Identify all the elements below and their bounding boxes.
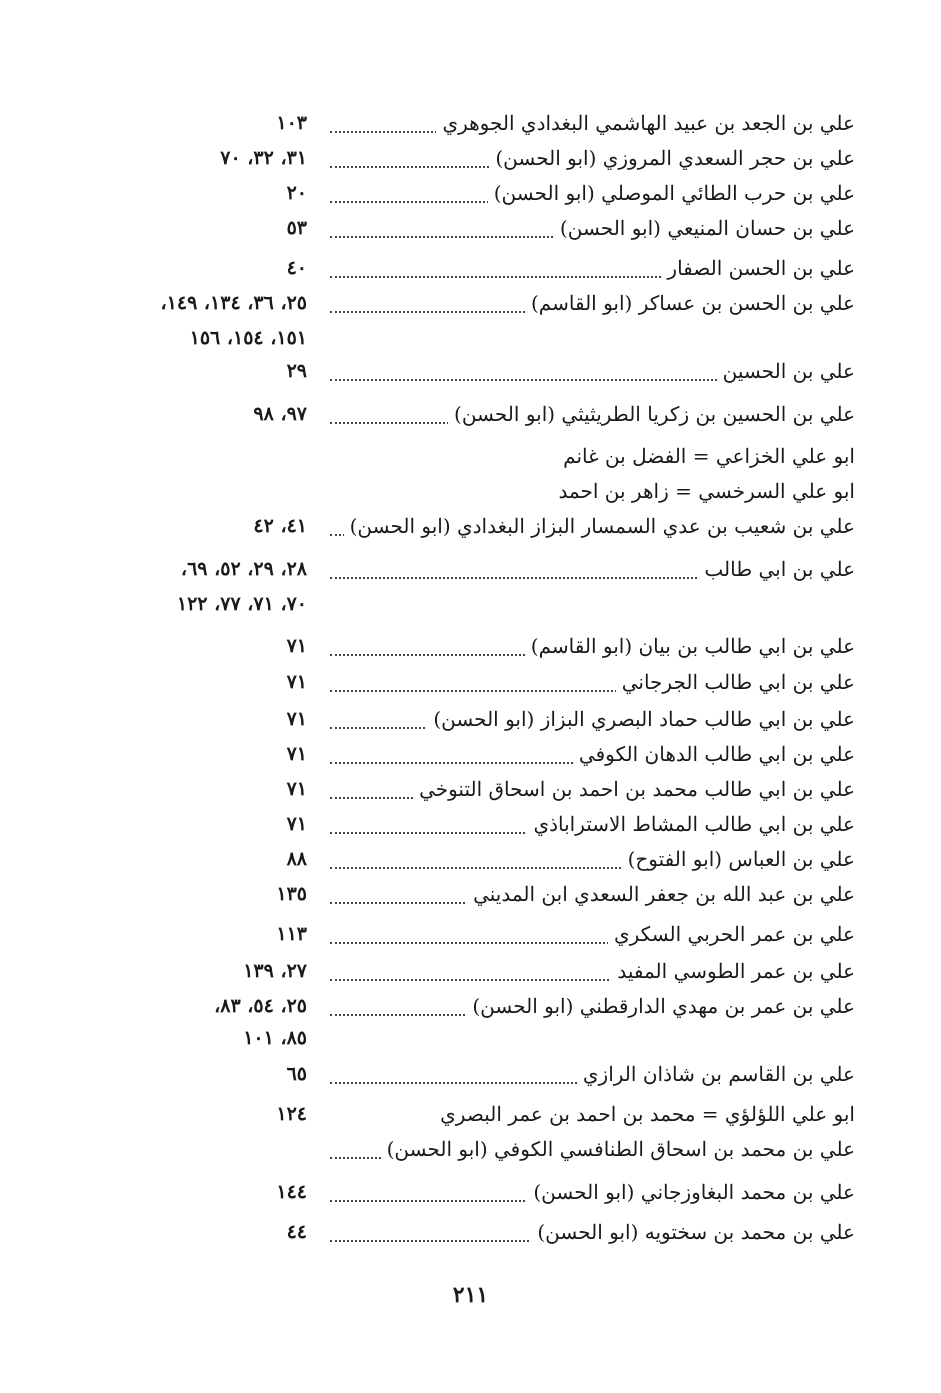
entry-name: علي بن حسان المنيعي (ابو الحسن): [554, 212, 855, 244]
entry-name: علي بن شعيب بن عدي السمسار البزاز البغدادي (ابو الحسن): [344, 510, 855, 542]
entry-name: علي بن ابي طالب بن بيان (ابو القاسم): [525, 630, 855, 662]
entry-page-refs: ١٤٤: [276, 1181, 307, 1203]
index-entry: [0, 212, 941, 246]
index-entry: [0, 843, 941, 877]
entry-page-refs: ٧١: [286, 743, 307, 765]
entry-page-refs-continuation: ١٥١، ١٥٤، ١٥٦: [189, 327, 307, 349]
index-entry: [0, 355, 941, 389]
entry-name: علي بن حجر السعدي المروزي (ابو الحسن): [489, 142, 855, 174]
index-entry: [0, 1058, 941, 1092]
entry-page-refs: ١٠٣: [276, 112, 307, 134]
index-entry: [0, 918, 941, 952]
entry-name: علي بن ابي طالب محمد بن احمد بن اسحاق التنوخي: [413, 773, 855, 805]
entry-name: علي بن العباس (ابو الفتوح): [622, 843, 855, 875]
entry-name: علي بن عمر الطوسي المفيد: [611, 955, 855, 987]
index-entry: [0, 398, 941, 432]
entry-page-refs: ٨٨: [286, 848, 307, 870]
entry-name: علي بن محمد بن سختويه (ابو الحسن): [531, 1216, 855, 1248]
entry-name: علي بن القاسم بن شاذان الرازي: [577, 1058, 855, 1090]
index-entry: [0, 252, 941, 286]
entry-page-refs: ١٢٤: [276, 1103, 307, 1125]
entry-name: علي بن ابي طالب المشاط الاستراباذي: [527, 808, 855, 840]
entry-name: ابو علي اللؤلؤي = محمد بن احمد بن عمر البصري: [434, 1098, 855, 1130]
entry-page-refs: ٢٥، ٥٤، ٨٣،: [214, 995, 307, 1017]
entry-page-refs: ٤١، ٤٢: [253, 515, 307, 537]
index-entry: [0, 878, 941, 912]
index-entry: [0, 553, 941, 587]
index-entry: [0, 738, 941, 772]
index-entry: [0, 440, 941, 474]
entry-page-refs: ٧١: [286, 635, 307, 657]
entry-name: علي بن الحسن بن عساكر (ابو القاسم): [525, 287, 855, 319]
index-entry: [0, 773, 941, 807]
index-entry: [0, 1216, 941, 1250]
entry-page-refs: ٢٧، ١٣٩: [243, 960, 307, 982]
index-entry: [0, 1098, 941, 1132]
entry-name: علي بن الجعد بن عبيد الهاشمي البغدادي الجوهري: [436, 107, 855, 139]
entry-page-refs: ٧١: [286, 671, 307, 693]
index-entry: [0, 142, 941, 176]
index-entry: [0, 510, 941, 544]
index-entry: [0, 666, 941, 700]
index-entry: [0, 1176, 941, 1210]
entry-name: علي بن ابي طالب الدهان الكوفي: [573, 738, 855, 770]
entry-name: علي بن محمد البغاوزجاني (ابو الحسن): [527, 1176, 855, 1208]
index-entry: [0, 808, 941, 842]
entry-name: علي بن عمر بن مهدي الدارقطني (ابو الحسن): [466, 990, 855, 1022]
entry-name: علي بن ابي طالب: [698, 553, 855, 585]
index-entry: [0, 177, 941, 211]
entry-page-refs: ٤٠: [286, 257, 307, 279]
index-entry: [0, 703, 941, 737]
entry-name: علي بن عمر الحربي السكري: [608, 918, 855, 950]
entry-page-refs: ٧١: [286, 813, 307, 835]
entry-page-refs: ٦٥: [286, 1063, 307, 1085]
entry-name: ابو علي السرخسي = زاهر بن احمد: [552, 475, 855, 507]
entry-page-refs-continuation: ٧٠، ٧١، ٧٧، ١٢٢: [176, 593, 307, 615]
entry-name: علي بن حرب الطائي الموصلي (ابو الحسن): [488, 177, 855, 209]
entry-name: ابو علي الخزاعي = الفضل بن غانم: [557, 440, 855, 472]
index-entry: [0, 1133, 941, 1167]
entry-name: علي بن عبد الله بن جعفر السعدي ابن المديني: [467, 878, 855, 910]
entry-page-refs: ٢٥، ٣٦، ١٣٤، ١٤٩،: [160, 292, 307, 314]
entry-page-refs: ٧١: [286, 778, 307, 800]
entry-page-refs: ٣١، ٣٢، ٧٠: [220, 147, 307, 169]
entry-page-refs-continuation: ٨٥، ١٠١: [243, 1027, 307, 1049]
entry-name: علي بن الحسين بن زكريا الطريثيثي (ابو الحسن): [448, 398, 855, 430]
index-entry: [0, 107, 941, 141]
index-entry: [0, 287, 941, 321]
entry-name: علي بن الحسن الصفار: [661, 252, 855, 284]
index-entry: [0, 990, 941, 1024]
entry-page-refs: ٢٩: [286, 360, 307, 382]
index-entry: [0, 630, 941, 664]
index-entry: [0, 475, 941, 509]
entry-page-refs: ١١٣: [276, 923, 307, 945]
entry-name: علي بن ابي طالب حماد البصري البزاز (ابو الحسن): [427, 703, 855, 735]
entry-page-refs: ٥٣: [286, 217, 307, 239]
index-entry: [0, 955, 941, 989]
entry-page-refs: ١٣٥: [276, 883, 307, 905]
entry-name: علي بن محمد بن اسحاق الطنافسي الكوفي (ابو الحسن): [381, 1133, 855, 1165]
entry-page-refs: ٧١: [286, 708, 307, 730]
page-number: ٢١١: [452, 1282, 489, 1308]
entry-name: علي بن ابي طالب الجرجاني: [616, 666, 855, 698]
entry-name: علي بن الحسين: [717, 355, 855, 387]
entry-page-refs: ٢٠: [286, 182, 307, 204]
entry-page-refs: ٢٨، ٢٩، ٥٢، ٦٩،: [180, 558, 307, 580]
entry-page-refs: ٩٧، ٩٨: [253, 403, 307, 425]
entry-page-refs: ٤٤: [286, 1221, 307, 1243]
